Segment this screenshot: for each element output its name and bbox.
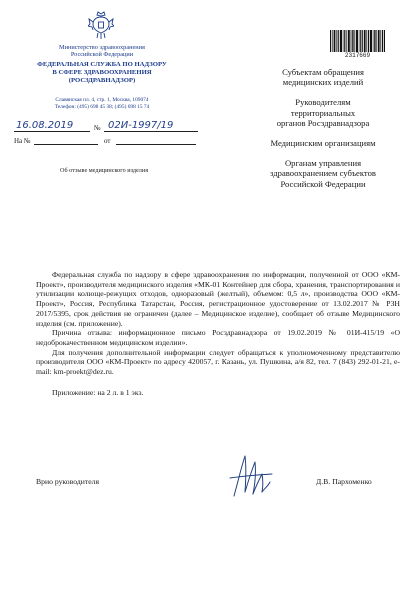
addressee-item: Руководителям территориальных органов Росздравнадзора	[276, 97, 370, 129]
letter-date: 16.08.2019	[16, 120, 74, 131]
addressee-item: Органам управления здравоохранением субъектов Российской Федерации	[270, 157, 376, 189]
body-paragraph-reason: Причина отзыва: информационное письмо Росздравнадзора от 19.02.2019 № 01И-415/19 «О недоброкачественном медицинском изделии».	[36, 328, 400, 347]
service-name: ФЕДЕРАЛЬНАЯ СЛУЖБА ПО НАДЗОРУ В СФЕРЕ ЗДРАВООХРАНЕНИЯ (РОСЗДРАВНАДЗОР)	[37, 61, 167, 84]
date-number-row	[12, 121, 202, 133]
addressee-item: Субъектам обращения медицинских изделий	[282, 67, 364, 88]
number-label: №	[94, 124, 101, 132]
signer-role: Врио руководителя	[36, 477, 99, 486]
service-address: Славянская пл. 4, стр. 1, Москва, 109074	[55, 97, 149, 103]
service-contacts	[22, 97, 182, 110]
letter-body	[36, 270, 400, 397]
letter-subject: Об отзыве медицинского изделия	[60, 167, 149, 174]
barcode-icon	[330, 30, 385, 52]
coat-of-arms-emblem-icon	[88, 10, 114, 40]
reference-row	[12, 136, 202, 146]
body-paragraph-contacts: Для получения дополнительной информации следует обращаться к уполномоченному представителю производителя ООО «КМ-Проект» по адресу 420057, г. Казань, ул. Пушкина, а/я 82, тел. 7 (843) 292-01-21, e-mail: km-proekt@dez.ru.	[36, 347, 400, 377]
addressee-item: Медицинским организациям	[270, 138, 376, 149]
signer-name: Д.В. Пархоменко	[316, 477, 372, 486]
body-paragraph-notice: Федеральная служба по надзору в сфере здравоохранения по информации, полученной от ООО «КМ-Проект», производителя медицинского изделия «МК-01 Контейнер для сбора, хранения, транспортирования и утилизации колюще-режущих отходов, одноразовый (желтый), объемом: 0,5 л», производства ООО «КМ-Проект», Россия, Республика Татарстан, Россия, регистрационное удостоверение от 13.02.2017 № РЗН 2017/5395, срок действия не ограничен (далее – Медицинское изделие), сообщает об отзыве Медицинского изделия (см. приложение).	[36, 270, 400, 328]
ref-number-label: На №	[14, 137, 31, 145]
letter-number: 02И-1997/19	[108, 120, 174, 131]
addressee-list	[248, 67, 398, 199]
service-phone: Телефон: (495) 698 45 38; (495) 698 15 74	[54, 103, 150, 110]
ministry-name: Министерство здравоохранения Российской Федерации	[59, 44, 145, 59]
barcode-number: 2317669	[344, 52, 371, 59]
handwritten-signature-icon	[228, 452, 274, 502]
attachment-note: Приложение: на 2 л. в 1 экз.	[52, 387, 144, 397]
ref-date-label: от	[104, 137, 111, 145]
